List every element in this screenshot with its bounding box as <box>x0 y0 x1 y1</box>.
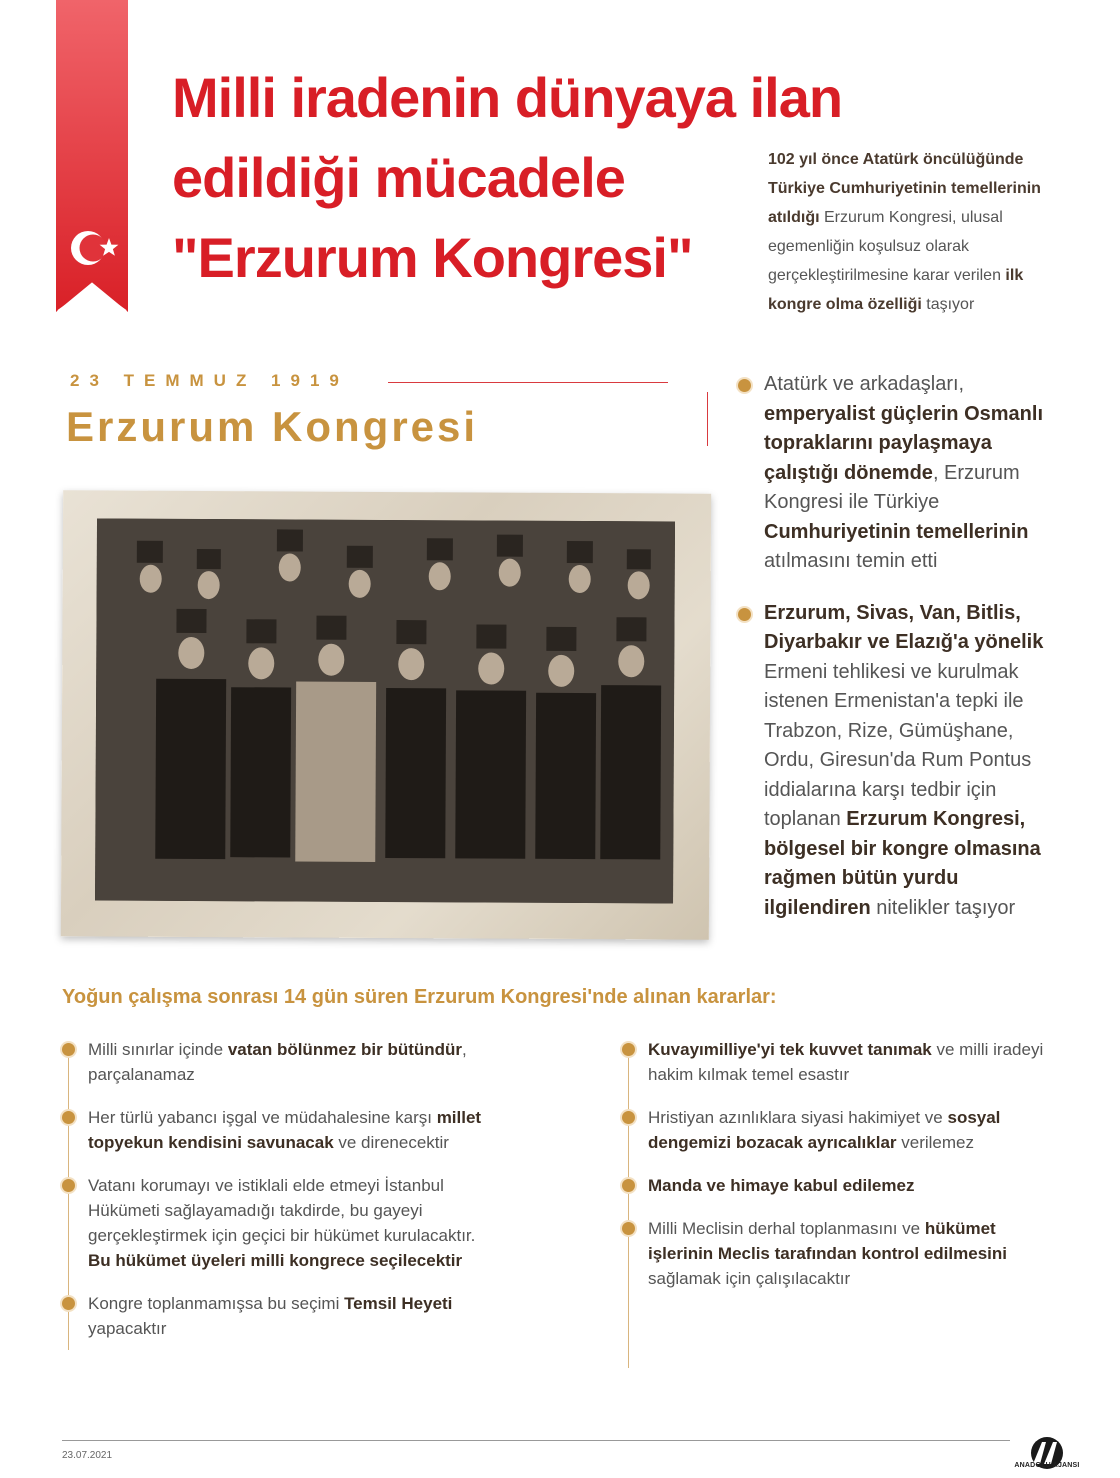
item-bold: Erzurum Kongresi, bölgesel bir kongre olmasına rağmen bütün yurdu ilgilendiren <box>764 808 1041 919</box>
bullet-icon <box>62 1043 75 1056</box>
footer-date: 23.07.2021 <box>62 1450 113 1461</box>
footer-divider <box>62 1440 1010 1441</box>
intro-plain: Erzurum Kongresi, ulusal egemenliğin koşulsuz olarak gerçekleştirilmesine karar verilen <box>768 209 1006 284</box>
bullet-icon <box>622 1179 635 1192</box>
chevron-up-icon <box>56 270 128 312</box>
list-item <box>622 1173 1062 1198</box>
group-photo-illustration <box>95 518 675 903</box>
title-line: edildiği mücadele <box>172 146 625 209</box>
item-bold: millet topyekun kendisini savunacak <box>88 1108 482 1152</box>
item-bold: Cumhuriyetinin temellerinin <box>764 520 1029 543</box>
item-bold: Kuvayımilliye'yi tek kuvvet tanımak <box>648 1040 932 1059</box>
item-bold: Bu hükümet üyeleri milli kongrece seçilecektir <box>88 1251 463 1270</box>
bullet-icon <box>738 379 751 392</box>
list-item <box>738 370 1058 577</box>
section-title: Erzurum Kongresi <box>66 403 479 450</box>
photo-image <box>95 518 675 903</box>
decisions-right <box>622 1037 1062 1309</box>
item-text: Hristiyan azınlıklara siyasi hakimiyet ve <box>648 1108 948 1127</box>
item-text: sağlamak için çalışılacaktır <box>648 1269 851 1288</box>
item-text: ve milli iradeyi hakim kılmak temel esastır <box>648 1040 1044 1084</box>
bullet-icon <box>62 1179 75 1192</box>
anadolu-ajansi-logo-icon <box>1022 1428 1072 1478</box>
crescent-star-icon <box>56 0 128 312</box>
item-text: yapacaktır <box>88 1319 167 1338</box>
date-label: 23 TEMMUZ 1919 <box>70 371 349 390</box>
logo-text: ANADOLU AJANSI <box>1014 1462 1080 1469</box>
item-text: verilemez <box>896 1133 974 1152</box>
title-line: "Erzurum Kongresi" <box>172 226 693 289</box>
intro-bold: 102 yıl önce Atatürk öncülüğünde Türkiye Cumhuriyetinin temellerinin atıldığı <box>768 151 1041 226</box>
item-text: Vatanı korumayı ve istiklali elde etmeyi İstanbul Hükümeti sağlayamadığı takdirde, bu gayeyi gerçekleştirmek için geçici bir hükümet kurulacaktır. <box>88 1176 476 1245</box>
decisions-left <box>62 1037 502 1359</box>
list-item <box>622 1105 1062 1155</box>
item-text: ve direnecektir <box>333 1133 449 1152</box>
item-bold: Manda ve himaye kabul edilemez <box>648 1176 915 1195</box>
item-text: Milli sınırlar içinde <box>88 1040 228 1059</box>
list-item <box>622 1216 1062 1291</box>
list-item <box>62 1291 502 1341</box>
bullet-icon <box>62 1297 75 1310</box>
list-item <box>62 1037 502 1087</box>
bullet-icon <box>62 1111 75 1124</box>
item-bold: Erzurum, Sivas, Van, Bitlis, Diyarbakır ve Elazığ'a yönelik <box>764 601 1044 653</box>
intro-plain: taşıyor <box>921 296 975 313</box>
item-bold: hükümet işlerinin Meclis tarafından kontrol edilmesini <box>648 1219 1007 1263</box>
bullet-icon <box>622 1222 635 1235</box>
item-bold: sosyal dengemizi bozacak ayrıcalıklar <box>648 1108 1001 1152</box>
divider <box>388 382 668 383</box>
item-text: , parçalanamaz <box>88 1040 467 1084</box>
item-text: nitelikler taşıyor <box>870 896 1016 919</box>
item-bold: emperyalist güçlerin Osmanlı topraklarını paylaşmaya çalıştığı dönemde <box>764 402 1043 484</box>
item-bold: vatan bölünmez bir bütündür <box>227 1040 463 1059</box>
item-text: Milli Meclisin derhal toplanmasını ve <box>648 1219 925 1238</box>
item-text: Ermeni tehlikesi ve kurulmak istenen Ermenistan'a tepki ile Trabzon, Rize, Gümüşhane, Ordu, Giresun'da Rum Pontus iddialarına karşı tedbir için toplanan <box>764 660 1032 830</box>
item-text: Atatürk ve arkadaşları, <box>764 373 965 395</box>
list-item <box>62 1173 502 1273</box>
intro-text <box>768 145 1068 319</box>
item-bold: Temsil Heyeti <box>344 1294 453 1313</box>
page-title <box>172 58 843 298</box>
title-line: Milli iradenin dünyaya ilan <box>172 66 843 129</box>
decisions-heading: Yoğun çalışma sonrası 14 gün süren Erzurum Kongresi'nde alınan kararlar: <box>62 986 777 1008</box>
item-text: Her türlü yabancı işgal ve müdahalesine karşı <box>88 1108 437 1127</box>
item-text: atılmasını temin etti <box>764 550 938 572</box>
bullet-icon <box>738 608 751 621</box>
bullet-icon <box>622 1111 635 1124</box>
summary-bullets <box>738 370 1058 945</box>
item-text: , Erzurum Kongresi ile Türkiye <box>764 461 1020 513</box>
intro-bold: ilk kongre olma özelliği <box>768 267 1024 313</box>
item-text: Kongre toplanmamışsa bu seçimi <box>88 1294 345 1313</box>
list-item <box>622 1037 1062 1087</box>
bullet-icon <box>622 1043 635 1056</box>
list-item <box>738 599 1058 924</box>
list-item <box>62 1105 502 1155</box>
divider <box>707 392 708 446</box>
historic-photo <box>61 490 711 939</box>
